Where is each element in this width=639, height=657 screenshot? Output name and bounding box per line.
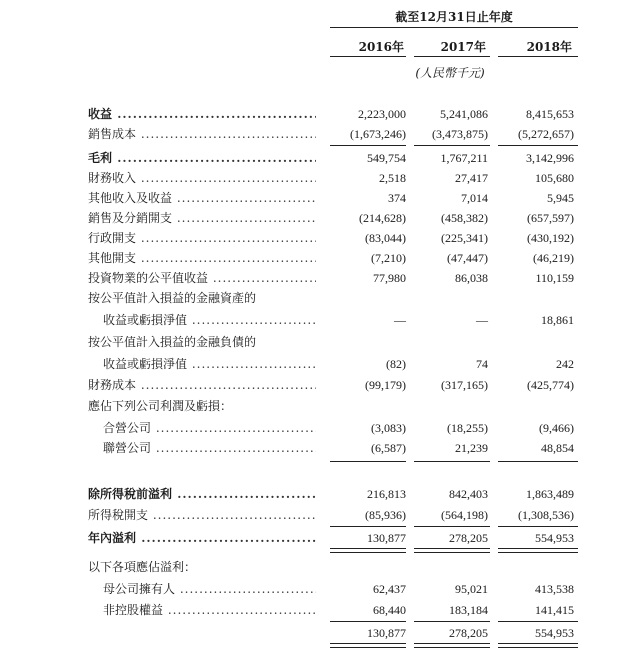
- row-attributable-heading: [0, 557, 639, 577]
- row-cost-of-sales: [0, 124, 639, 144]
- subtotal-rule: [498, 461, 578, 462]
- value-2017: (47,447): [447, 251, 488, 265]
- year-header-2018: 2018年: [526, 40, 572, 54]
- row-income-tax: [0, 505, 639, 525]
- value-2017: 278,205: [449, 626, 488, 640]
- value-2018: 48,854: [541, 441, 574, 455]
- subtotal-rule: [414, 621, 490, 622]
- row-associates: [0, 438, 639, 458]
- value-2016: 62,437: [373, 582, 406, 596]
- row-profit-for-year: [0, 528, 639, 548]
- value-2016: 77,980: [373, 271, 406, 285]
- row-label: 財務收入 .....: [88, 168, 316, 188]
- value-2017: 95,021: [455, 582, 488, 596]
- year-underline: [414, 56, 490, 57]
- row-other-expenses: [0, 248, 639, 268]
- row-label: 聯營公司 .....: [103, 438, 316, 458]
- value-2017: 1,767,211: [440, 151, 488, 165]
- row-label: 行政開支 .....: [88, 228, 316, 248]
- row-label: 非控股權益 .....: [103, 600, 316, 620]
- value-2017: (564,198): [441, 508, 488, 522]
- row-share-of-profits-heading: [0, 396, 639, 416]
- row-label: 所得稅開支 .....: [88, 505, 316, 525]
- value-2017: 7,014: [461, 191, 488, 205]
- value-2018: 1,863,489: [526, 487, 574, 501]
- value-2016: 2,518: [379, 171, 406, 185]
- row-label: 應佔下列公司利潤及虧損：: [88, 399, 233, 413]
- value-2018: (46,219): [533, 251, 574, 265]
- value-2016: (82): [386, 357, 406, 371]
- value-2017: (225,341): [441, 231, 488, 245]
- row-fvtpl-assets-heading: [0, 288, 639, 308]
- value-2016: 130,877: [367, 626, 406, 640]
- value-2018: 8,415,653: [526, 107, 574, 121]
- value-2017: 74: [476, 357, 488, 371]
- value-2018: 554,953: [535, 626, 574, 640]
- value-2017: 183,184: [449, 603, 488, 617]
- value-2016: 374: [388, 191, 406, 205]
- row-fvtpl-liabilities-heading: [0, 332, 639, 352]
- total-double-rule: [330, 643, 406, 648]
- value-2017: —: [476, 313, 488, 327]
- row-label: 收益或虧損淨值 .....: [103, 354, 316, 374]
- value-2016: 2,223,000: [358, 107, 406, 121]
- value-2017: 27,417: [455, 171, 488, 185]
- value-2017: 5,241,086: [440, 107, 488, 121]
- row-attributable-total: [0, 623, 639, 643]
- row-label: 按公平值計入損益的金融資產的: [88, 291, 257, 305]
- row-owners-of-parent: [0, 579, 639, 599]
- total-double-rule: [498, 643, 578, 648]
- row-label: 財務成本 .....: [88, 375, 316, 395]
- row-admin-expenses: [0, 228, 639, 248]
- subtotal-rule: [330, 621, 406, 622]
- value-2016: —: [394, 313, 406, 327]
- value-2018: 3,142,996: [526, 151, 574, 165]
- value-2016: (85,936): [365, 508, 406, 522]
- year-header-2017: 2017年: [440, 40, 486, 54]
- value-2018: (425,774): [527, 378, 574, 392]
- subtotal-rule: [414, 145, 490, 146]
- subtotal-rule: [414, 526, 490, 527]
- value-2016: 549,754: [367, 151, 406, 165]
- row-label: 合營公司 .....: [103, 418, 316, 438]
- value-2017: 842,403: [449, 487, 488, 501]
- row-investment-property-gain: [0, 268, 639, 288]
- row-profit-before-tax: [0, 484, 639, 504]
- row-label: 其他開支 .....: [88, 248, 316, 268]
- value-2018: 242: [556, 357, 574, 371]
- value-2016: (3,083): [371, 421, 406, 435]
- value-2016: 130,877: [367, 531, 406, 545]
- row-label: 按公平值計入損益的金融負債的: [88, 335, 257, 349]
- value-2018: 413,538: [535, 582, 574, 596]
- subtotal-rule: [330, 461, 406, 462]
- value-2018: (657,597): [527, 211, 574, 225]
- row-label: 母公司擁有人 .....: [103, 579, 316, 599]
- period-header: 截至12月31日止年度: [395, 10, 513, 24]
- row-finance-costs: [0, 375, 639, 395]
- value-2018: 18,861: [541, 313, 574, 327]
- value-2018: 110,159: [535, 271, 574, 285]
- row-label: 其他收入及收益 .....: [88, 188, 316, 208]
- row-joint-ventures: [0, 418, 639, 438]
- value-2018: (5,272,657): [518, 127, 574, 141]
- value-2017: (458,382): [441, 211, 488, 225]
- value-2018: (1,308,536): [518, 508, 574, 522]
- row-finance-income: [0, 168, 639, 188]
- value-2016: (6,587): [371, 441, 406, 455]
- row-label: 銷售及分銷開支 .....: [88, 208, 316, 228]
- subtotal-rule: [498, 145, 578, 146]
- value-2018: (430,192): [527, 231, 574, 245]
- value-2016: (1,673,246): [350, 127, 406, 141]
- subtotal-rule: [414, 461, 490, 462]
- value-2017: (18,255): [447, 421, 488, 435]
- row-non-controlling-interests: [0, 600, 639, 620]
- row-other-income: [0, 188, 639, 208]
- row-label: 毛利 .....: [88, 148, 316, 168]
- total-double-rule: [498, 548, 578, 553]
- total-double-rule: [414, 643, 490, 648]
- value-2018: (9,466): [539, 421, 574, 435]
- row-label: 收益 .....: [88, 104, 316, 124]
- subtotal-rule: [498, 621, 578, 622]
- row-label: 銷售成本 .....: [88, 124, 316, 144]
- value-2017: 21,239: [455, 441, 488, 455]
- value-2017: (3,473,875): [432, 127, 488, 141]
- row-fvtpl-assets-net: [0, 310, 639, 330]
- total-double-rule: [414, 548, 490, 553]
- value-2016: (83,044): [365, 231, 406, 245]
- row-label: 年內溢利 .....: [88, 528, 316, 548]
- year-underline: [498, 56, 578, 57]
- row-selling-expenses: [0, 208, 639, 228]
- value-2017: (317,165): [441, 378, 488, 392]
- value-2016: (7,210): [371, 251, 406, 265]
- value-2017: 86,038: [455, 271, 488, 285]
- value-2016: 216,813: [367, 487, 406, 501]
- unit-label: (人民幣千元): [415, 66, 485, 80]
- value-2016: 68,440: [373, 603, 406, 617]
- row-gross-profit: [0, 148, 639, 168]
- row-label: 投資物業的公平值收益 .....: [88, 268, 316, 288]
- value-2018: 5,945: [547, 191, 574, 205]
- total-double-rule: [330, 548, 406, 553]
- subtotal-rule: [330, 145, 406, 146]
- row-label: 除所得稅前溢利 .....: [88, 484, 316, 504]
- subtotal-rule: [498, 526, 578, 527]
- value-2016: (99,179): [365, 378, 406, 392]
- value-2018: 141,415: [535, 603, 574, 617]
- row-label: 收益或虧損淨值 .....: [103, 310, 316, 330]
- year-header-2016: 2016年: [358, 40, 404, 54]
- row-revenue: [0, 104, 639, 124]
- value-2018: 554,953: [535, 531, 574, 545]
- value-2018: 105,680: [535, 171, 574, 185]
- value-2017: 278,205: [449, 531, 488, 545]
- row-label: 以下各項應佔溢利：: [88, 560, 197, 574]
- subtotal-rule: [330, 526, 406, 527]
- year-underline: [330, 56, 406, 57]
- header-rule: [330, 27, 578, 28]
- row-fvtpl-liabilities-net: [0, 354, 639, 374]
- value-2016: (214,628): [359, 211, 406, 225]
